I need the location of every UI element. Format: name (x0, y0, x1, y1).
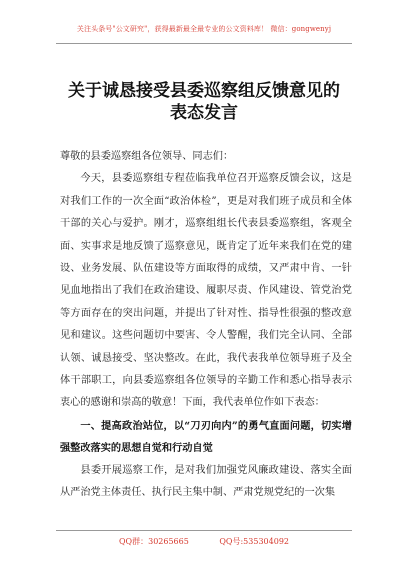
salutation: 尊敬的县委巡察组各位领导、同志们： (60, 151, 234, 162)
header-banner: 关注头条号"公文研究"，获得最新最全最专业的公文资料库！ 微信：gongwenyj (76, 25, 332, 33)
title-line-2: 表态发言 (170, 103, 238, 123)
footer-qq-number: QQ号:535304092 (219, 537, 289, 546)
document-title (0, 80, 408, 124)
footer-divider (56, 530, 352, 531)
footer-contact (0, 536, 408, 547)
footer-qq-group: QQ群：30265665 (118, 537, 189, 546)
body-paragraph-1: 今天，县委巡察组专程莅临我单位召开巡察反馈会议，这是对我们工作的一次全面“政治体检”，更是对我们班子成员和全体干部的关心与爱护。刚才，巡察组组长代表县委巡察组，客观全面、实事求是地反馈了巡察意见，既肯定了近年来我们在党的建设、业务发展、队伍建设等方面取得的成绩，又严肃中肯、一针见血地指出了我们在政治建设、履职尽责、作风建设、管党治党等方面存在的突出问题，并提出了针对性、指导性很强的整改意见和建议。这些问题切中要害、令人警醒，我们完全认同、全部认领、诚恳接受、坚决整改。在此，我代表我单位领导班子及全体干部职工，向县委巡察组各位领导的辛勤工作和悉心指导表示衷心的感谢和崇高的敬意！下面，我代表单位作如下表态： (60, 173, 352, 409)
header-divider (56, 43, 352, 44)
section-heading-1: 一、提高政治站位，以“刀刃向内”的勇气直面问题，切实增强整改落实的思想自觉和行动自觉 (60, 419, 352, 455)
document-body (60, 146, 352, 505)
body-paragraph-2: 县委开展巡察工作，是对我们加强党风廉政建设、落实全面从严治党主体责任、执行民主集中制、严肃党规党纪的一次集 (60, 464, 352, 499)
title-line-1: 关于诚恳接受县委巡察组反馈意见的 (68, 81, 340, 101)
